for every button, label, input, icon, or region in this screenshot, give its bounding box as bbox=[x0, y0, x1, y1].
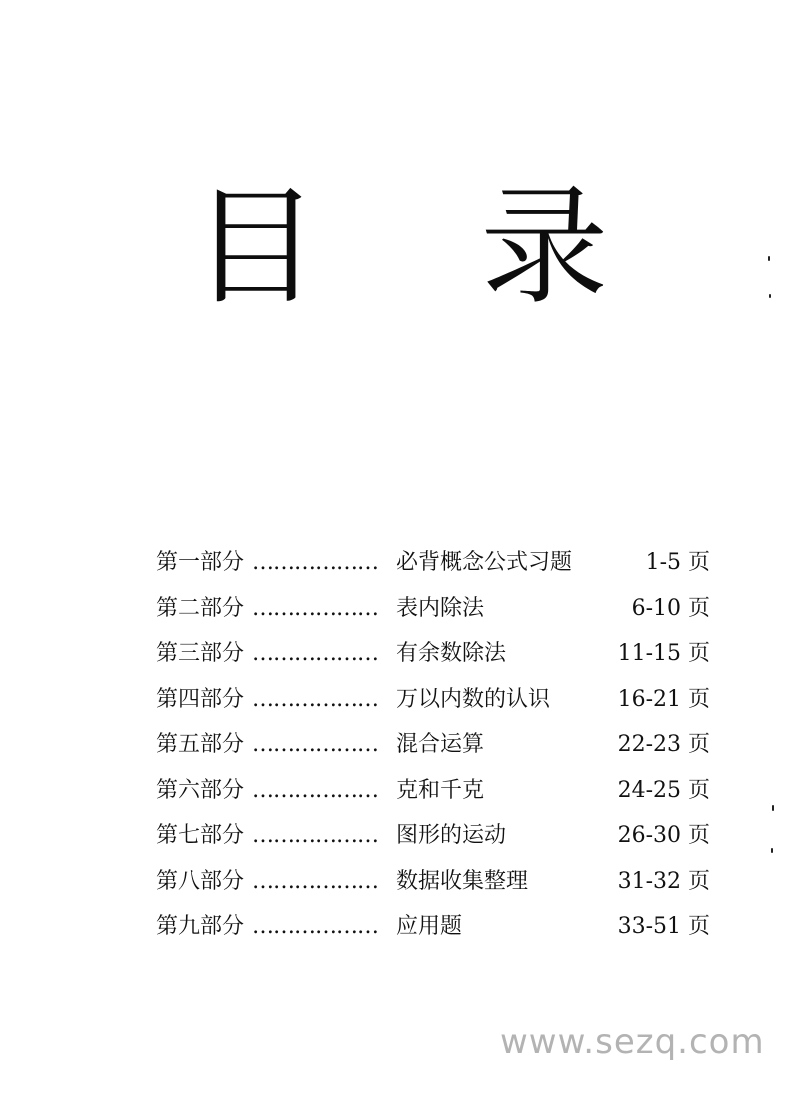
toc-topic: 应用题 bbox=[396, 914, 463, 939]
scan-speck bbox=[771, 848, 773, 853]
toc-part-label: 第二部分 bbox=[156, 595, 245, 621]
toc-part-label: 第一部分 bbox=[156, 550, 245, 575]
scan-speck bbox=[772, 805, 774, 811]
toc-topic: 克和千克 bbox=[396, 777, 485, 803]
toc-part-label: 第五部分 bbox=[156, 732, 245, 757]
toc-topic: 有余数除法 bbox=[396, 641, 507, 666]
toc-part-label: 第八部分 bbox=[156, 868, 245, 894]
toc-topic: 必背概念公式习题 bbox=[396, 550, 573, 575]
toc-page-range: 11-15 页 bbox=[617, 641, 710, 666]
toc-part-label: 第三部分 bbox=[156, 641, 245, 666]
toc-page-range: 1-5 页 bbox=[645, 550, 710, 575]
toc-page-range: 33-51 页 bbox=[617, 914, 710, 939]
toc-row bbox=[156, 813, 716, 859]
toc-leader-dots: ……………… bbox=[252, 686, 378, 712]
toc-leader-dots: ……………… bbox=[252, 595, 378, 621]
toc-row bbox=[156, 586, 716, 632]
toc-topic: 万以内数的认识 bbox=[396, 686, 551, 712]
scan-speck bbox=[769, 294, 771, 298]
toc-row bbox=[156, 722, 716, 768]
toc-row bbox=[156, 768, 716, 814]
toc-topic: 图形的运动 bbox=[396, 823, 507, 848]
toc-leader-dots: ……………… bbox=[252, 914, 378, 939]
toc-part-label: 第七部分 bbox=[156, 823, 245, 848]
toc-leader-dots: ……………… bbox=[252, 868, 378, 894]
toc-topic: 数据收集整理 bbox=[396, 868, 529, 894]
toc-part-label: 第九部分 bbox=[156, 914, 245, 939]
toc-page-range: 31-32 页 bbox=[617, 868, 710, 894]
table-of-contents bbox=[156, 540, 716, 950]
toc-part-label: 第四部分 bbox=[156, 686, 245, 712]
toc-page-range: 22-23 页 bbox=[617, 732, 710, 757]
toc-leader-dots: ……………… bbox=[252, 550, 378, 575]
toc-page-range: 24-25 页 bbox=[617, 777, 710, 803]
toc-leader-dots: ……………… bbox=[252, 732, 378, 757]
toc-page-range: 6-10 页 bbox=[631, 595, 710, 621]
toc-row bbox=[156, 540, 716, 586]
toc-topic: 表内除法 bbox=[396, 595, 485, 621]
scan-speck bbox=[768, 256, 770, 261]
toc-row bbox=[156, 859, 716, 905]
toc-page-range: 26-30 页 bbox=[617, 823, 710, 848]
toc-row bbox=[156, 631, 716, 677]
toc-topic: 混合运算 bbox=[396, 732, 485, 757]
toc-part-label: 第六部分 bbox=[156, 777, 245, 803]
toc-page-range: 16-21 页 bbox=[617, 686, 710, 712]
toc-row bbox=[156, 904, 716, 950]
page-title: 目 录 bbox=[191, 173, 669, 322]
toc-leader-dots: ……………… bbox=[252, 641, 378, 666]
toc-row bbox=[156, 677, 716, 723]
toc-leader-dots: ……………… bbox=[252, 777, 378, 803]
watermark: www.sezq.com bbox=[500, 1022, 765, 1062]
toc-leader-dots: ……………… bbox=[252, 823, 378, 848]
